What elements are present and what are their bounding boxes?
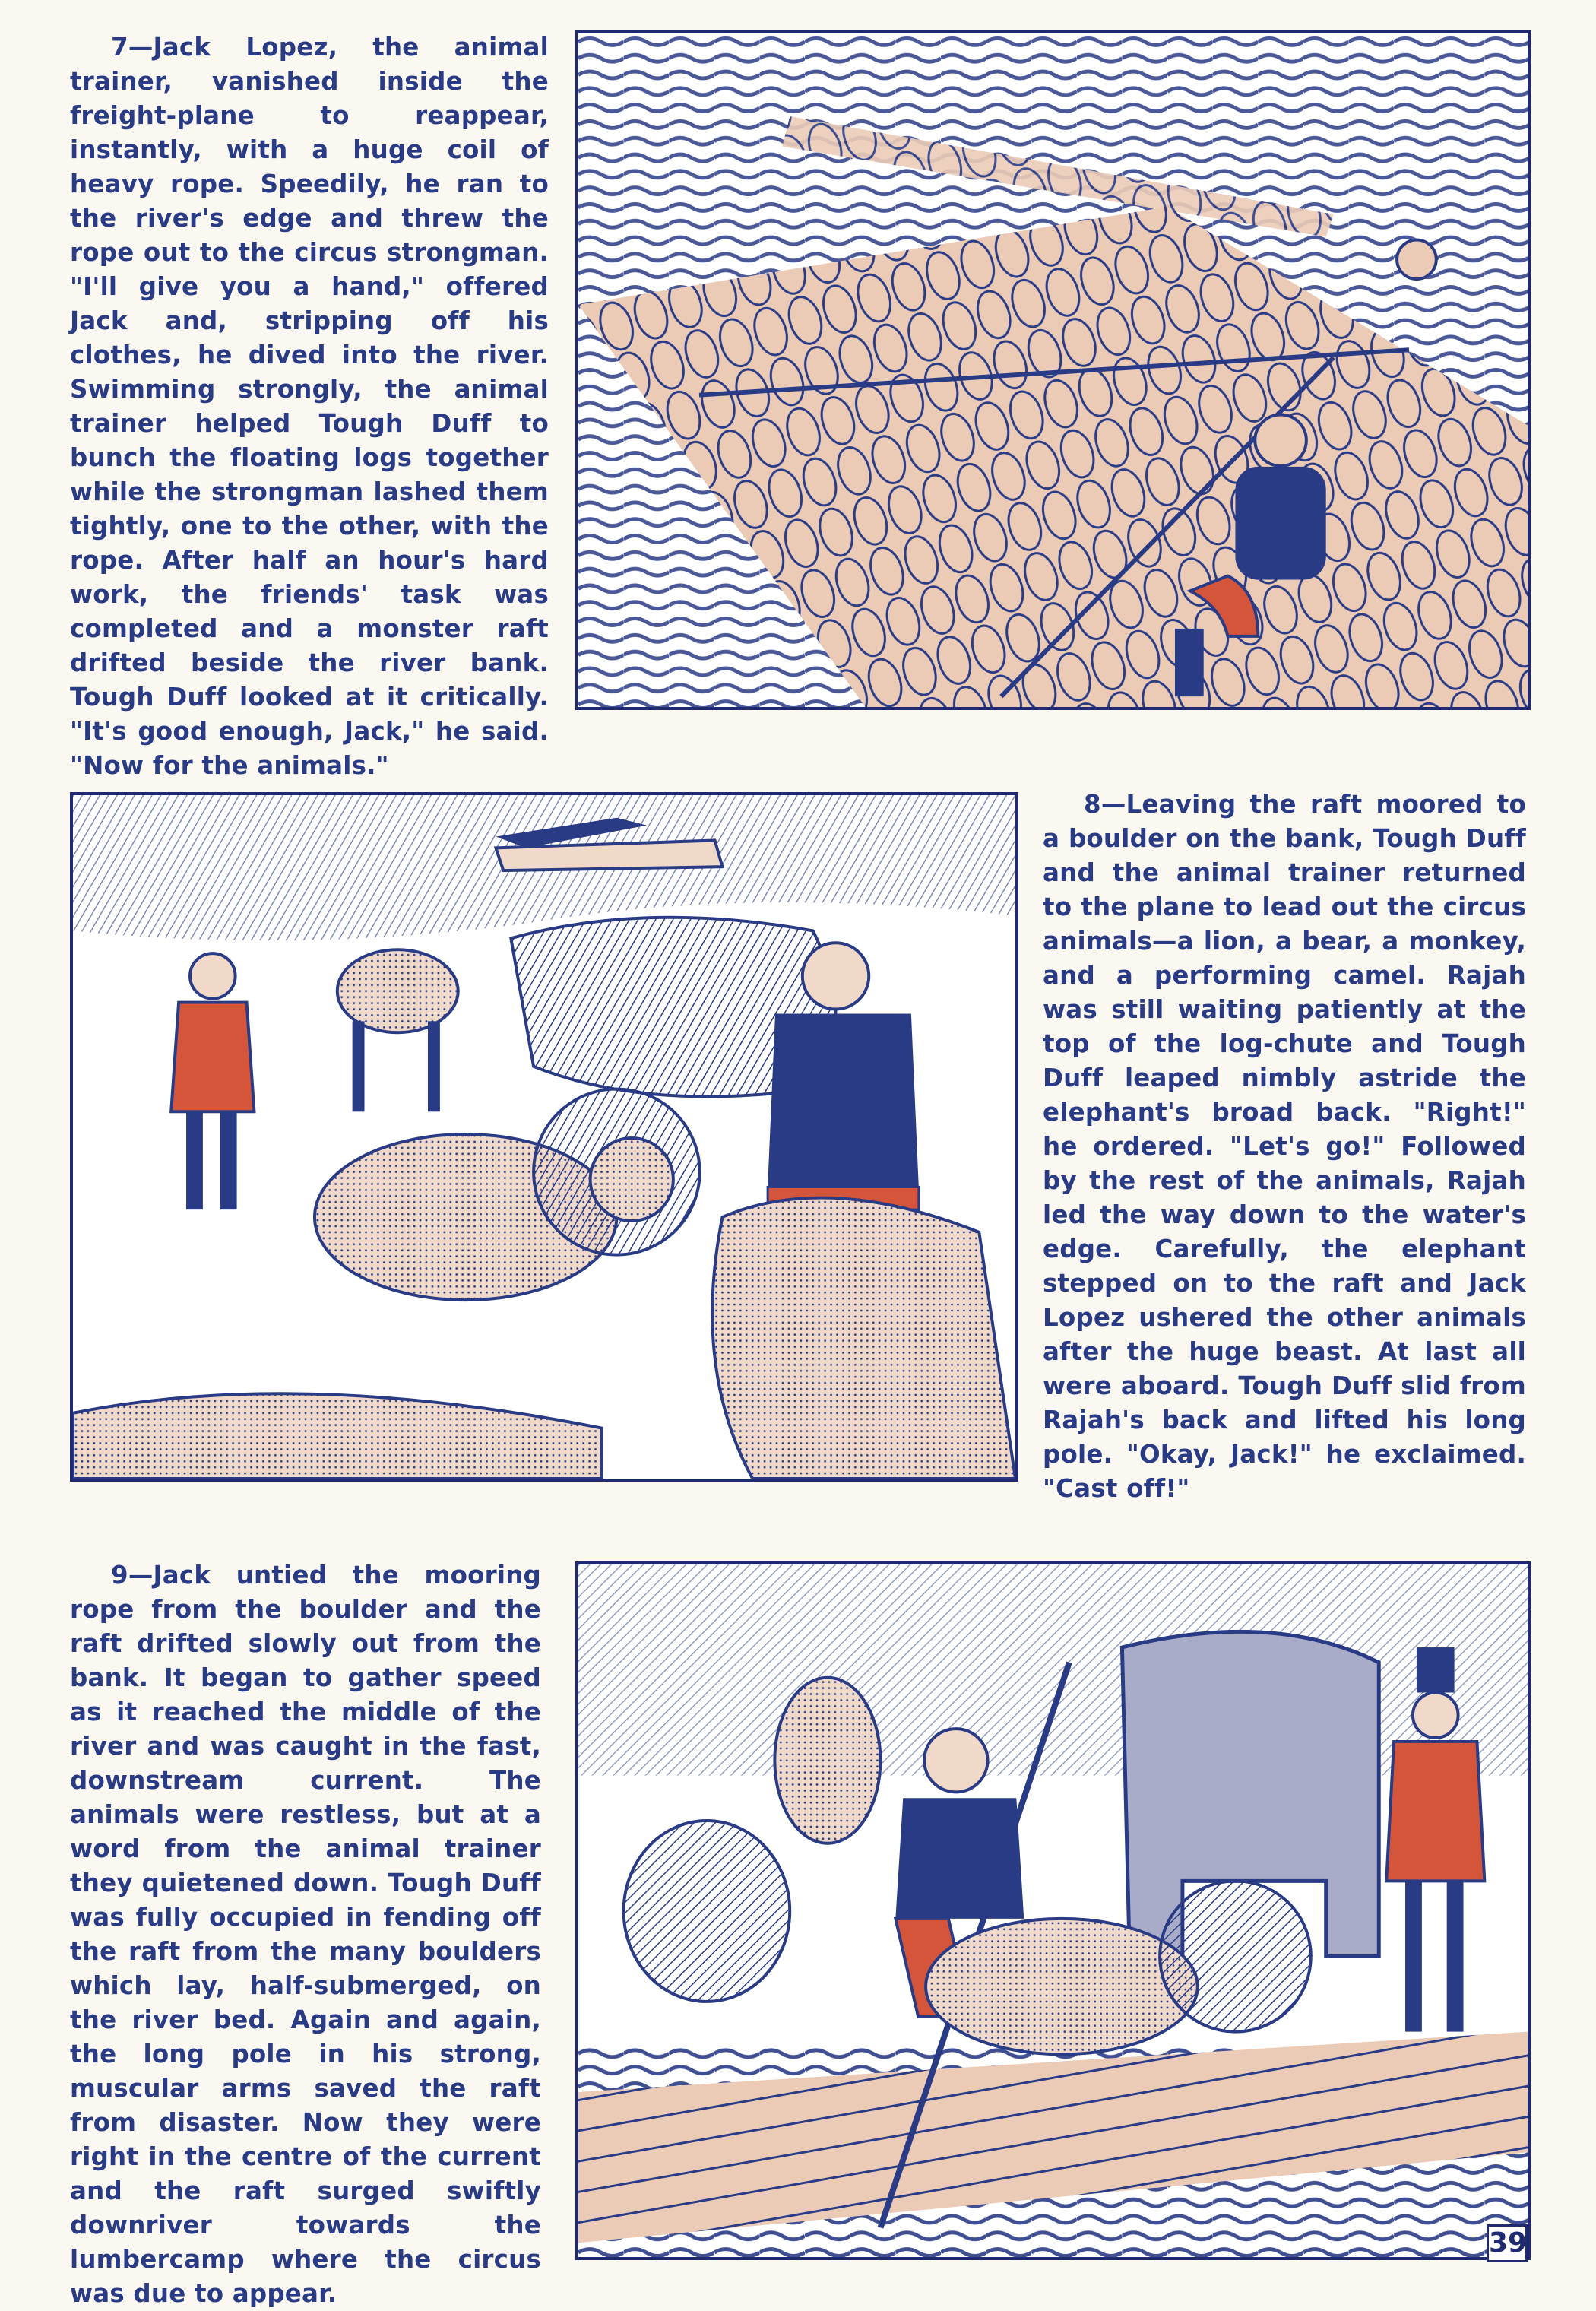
swimmer-head (1397, 240, 1436, 280)
camel (774, 1678, 880, 1843)
paragraph-8-text: 8—Leaving the raft moored to a boulder on the bank, Tough Duff and the animal trainer returned to the plane to lead out the circus animals—a lion, a bear, a monkey, and a performing camel. Rajah was still waiting patiently at the top of the log-chute and Tough Duff leaped nimbly astride the elephant's broad back. "Right!" he ordered. "Let's go!" Followed by the rest of the animals, Rajah led the way down to the water's edge. Carefully, the elephant stepped on to the raft and Jack Lopez ushered the other animals after the huge beast. At last all were aboard. Tough Duff slid from Rajah's back and lifted his long pole. "Okay, Jack!" he exclaimed. "Cast off!" (1043, 790, 1526, 1503)
paragraph-7-text: 7—Jack Lopez, the animal trainer, vanished inside the freight-plane to reappear, instantly, with a huge coil of heavy rope. Speedily, he ran to the river's edge and threw the rope out to the circus strongman. "I'll give you a hand," offered Jack and, stripping off his clothes, he dived into the river. Swimming strongly, the animal trainer helped Tough Duff to bunch the floating logs together while the strongman lashed them tightly, one to the other, with the rope. After half an hour's hard work, the friends' task was completed and a monster raft drifted beside the river bank. Tough Duff looked at it critically. "It's good enough, Jack," he said. "Now for the animals." (70, 33, 549, 780)
story-paragraph-7 (70, 30, 549, 783)
river-raft-artwork (578, 1564, 1528, 2257)
illustration-panel-raft-building (575, 30, 1531, 710)
illustration-panel-animals (70, 792, 1018, 1482)
story-paragraph-9 (70, 1558, 541, 2311)
circus-animals-artwork (73, 795, 1015, 1479)
page-number: 39 (1487, 2224, 1528, 2262)
raft-building-artwork (578, 33, 1528, 707)
bear (624, 1821, 790, 2002)
illustration-panel-river-raft (575, 1561, 1531, 2260)
story-paragraph-8 (1043, 788, 1526, 1506)
paragraph-9-text: 9—Jack untied the mooring rope from the boulder and the raft drifted slowly out from the bank. It began to gather speed as it reached the middle of the river and was caught in the fast, downstream current. The animals were restless, but at a word from the animal trainer they quietened down. Tough Duff was fully occupied in fending off the raft from the many boulders which lay, half-submerged, on the river bed. Again and again, the long pole in his strong, muscular arms saved the raft from disaster. Now they were right in the centre of the current and the raft surged swiftly downriver towards the lumbercamp where the circus was due to appear. (70, 1561, 541, 2308)
